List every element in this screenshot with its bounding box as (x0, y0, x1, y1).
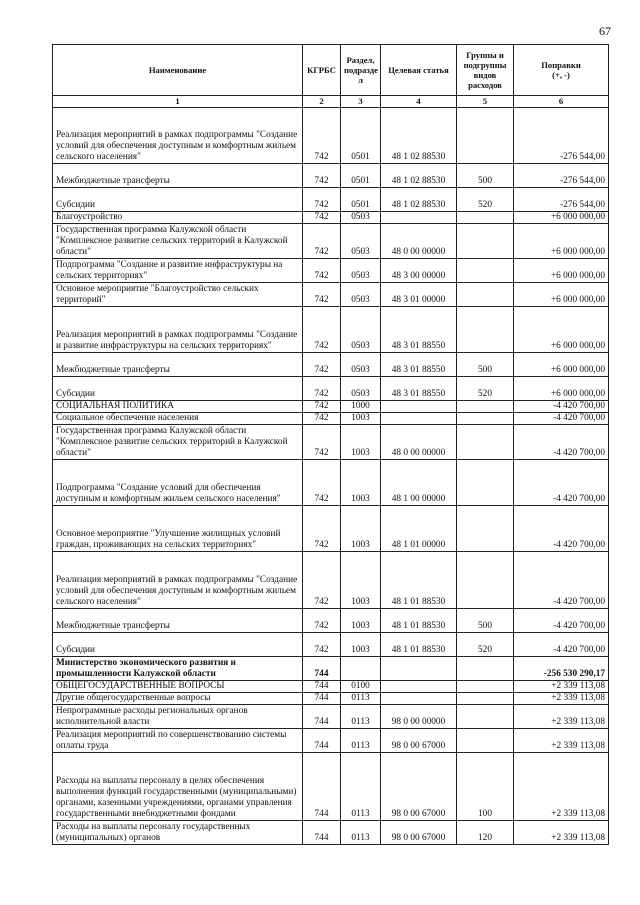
row-group: 520 (457, 188, 514, 212)
row-name: Министерство экономического развития и промышленности Калужской области (53, 657, 303, 681)
row-kgrbs: 742 (303, 224, 341, 259)
table-row (53, 460, 609, 506)
row-section: 1003 (341, 552, 381, 609)
row-name: Благоустройство (53, 212, 303, 224)
table-row (53, 609, 609, 633)
row-group (457, 259, 514, 283)
table-row (53, 188, 609, 212)
table-row (53, 681, 609, 693)
row-amount: -4 420 700,00 (514, 401, 609, 413)
row-article: 48 3 01 88550 (381, 377, 457, 401)
header-article: Целевая статья (381, 45, 457, 96)
row-section: 1000 (341, 401, 381, 413)
row-article (381, 657, 457, 681)
row-section: 0503 (341, 377, 381, 401)
row-name: Государственная программа Калужской области "Комплексное развитие сельских территорий в Калужской области" (53, 224, 303, 259)
row-kgrbs: 744 (303, 705, 341, 729)
row-group (457, 413, 514, 425)
table-body (53, 108, 609, 845)
row-kgrbs: 742 (303, 164, 341, 188)
row-name: Реализация мероприятий в рамках подпрограммы "Создание и развитие инфраструктуры на сельских территориях" (53, 307, 303, 353)
table-row (53, 212, 609, 224)
table-row (53, 821, 609, 845)
row-name: Социальное обеспечение населения (53, 413, 303, 425)
row-section: 1003 (341, 460, 381, 506)
row-name: Другие общегосударственные вопросы (53, 693, 303, 705)
row-name: Основное мероприятие "Улучшение жилищных условий граждан, проживающих на сельских территориях" (53, 506, 303, 552)
row-kgrbs: 742 (303, 633, 341, 657)
row-name: ОБЩЕГОСУДАРСТВЕННЫЕ ВОПРОСЫ (53, 681, 303, 693)
col-number: 1 (53, 96, 303, 108)
row-amount: +6 000 000,00 (514, 307, 609, 353)
budget-table (52, 44, 609, 845)
row-group (457, 401, 514, 413)
row-kgrbs: 742 (303, 460, 341, 506)
row-amount: -4 420 700,00 (514, 425, 609, 460)
column-numbers-row (53, 96, 609, 108)
row-group: 500 (457, 353, 514, 377)
row-kgrbs: 742 (303, 353, 341, 377)
row-section: 0501 (341, 108, 381, 164)
row-amount: -276 544,00 (514, 108, 609, 164)
table-row (53, 705, 609, 729)
row-section: 0100 (341, 681, 381, 693)
row-name: Субсидии (53, 633, 303, 657)
row-name: Межбюджетные трансферты (53, 353, 303, 377)
header-group: Группы и подгруппы видов расходов (457, 45, 514, 96)
header-section: Раздел, подразде л (341, 45, 381, 96)
row-amount: +6 000 000,00 (514, 212, 609, 224)
row-article: 48 1 01 88530 (381, 552, 457, 609)
table-row (53, 283, 609, 307)
row-name: Реализация мероприятий по совершенствованию системы оплаты труда (53, 729, 303, 753)
row-amount: +2 339 113,08 (514, 821, 609, 845)
row-kgrbs: 742 (303, 506, 341, 552)
row-name: Подпрограмма "Создание условий для обеспечения доступным и комфортным жильем сельского населения" (53, 460, 303, 506)
row-amount: +2 339 113,08 (514, 705, 609, 729)
table-row (53, 108, 609, 164)
row-section: 1003 (341, 609, 381, 633)
row-article: 48 1 02 88530 (381, 188, 457, 212)
table-row (53, 693, 609, 705)
row-name: Подпрограмма "Создание и развитие инфраструктуры на сельских территориях" (53, 259, 303, 283)
row-group (457, 283, 514, 307)
header-name: Наименование (53, 45, 303, 96)
row-article (381, 681, 457, 693)
col-number: 2 (303, 96, 341, 108)
row-group (457, 705, 514, 729)
row-name: Межбюджетные трансферты (53, 609, 303, 633)
row-article: 48 1 01 88530 (381, 609, 457, 633)
row-amount: -276 544,00 (514, 164, 609, 188)
row-amount: -4 420 700,00 (514, 460, 609, 506)
row-group: 500 (457, 609, 514, 633)
row-group: 520 (457, 633, 514, 657)
row-group (457, 307, 514, 353)
row-section: 0501 (341, 164, 381, 188)
row-article (381, 212, 457, 224)
row-article: 98 0 00 67000 (381, 821, 457, 845)
row-kgrbs: 742 (303, 413, 341, 425)
row-article: 48 1 01 00000 (381, 506, 457, 552)
row-article: 48 3 01 88550 (381, 353, 457, 377)
row-section (341, 657, 381, 681)
row-amount: -4 420 700,00 (514, 552, 609, 609)
page-number: 67 (599, 24, 611, 38)
table-row (53, 552, 609, 609)
row-section: 0503 (341, 353, 381, 377)
row-group: 520 (457, 377, 514, 401)
row-article (381, 413, 457, 425)
row-amount: +2 339 113,08 (514, 693, 609, 705)
row-article: 98 0 00 67000 (381, 729, 457, 753)
row-section: 1003 (341, 413, 381, 425)
row-group (457, 212, 514, 224)
row-section: 1003 (341, 633, 381, 657)
row-kgrbs: 742 (303, 401, 341, 413)
row-group (457, 108, 514, 164)
row-amount: -4 420 700,00 (514, 633, 609, 657)
row-kgrbs: 742 (303, 188, 341, 212)
row-group: 500 (457, 164, 514, 188)
header-kgrbs: КГРБС (303, 45, 341, 96)
row-article: 48 3 01 00000 (381, 283, 457, 307)
row-amount: +6 000 000,00 (514, 224, 609, 259)
row-section: 0503 (341, 212, 381, 224)
row-amount: +2 339 113,08 (514, 729, 609, 753)
table-row (53, 164, 609, 188)
row-amount: +6 000 000,00 (514, 283, 609, 307)
row-amount: +2 339 113,08 (514, 753, 609, 821)
row-kgrbs: 742 (303, 425, 341, 460)
row-kgrbs: 744 (303, 693, 341, 705)
row-amount: +6 000 000,00 (514, 259, 609, 283)
row-name: Реализация мероприятий в рамках подпрограммы "Создание условий для обеспечения доступным и комфортным жильем сельского населения" (53, 108, 303, 164)
row-section: 0113 (341, 753, 381, 821)
row-name: Субсидии (53, 377, 303, 401)
table-row (53, 506, 609, 552)
row-article: 48 0 00 00000 (381, 425, 457, 460)
table-row (53, 377, 609, 401)
row-group: 120 (457, 821, 514, 845)
table-row (53, 353, 609, 377)
table-row (53, 753, 609, 821)
row-kgrbs: 742 (303, 552, 341, 609)
row-article: 48 1 02 88530 (381, 164, 457, 188)
row-section: 0113 (341, 693, 381, 705)
row-name: Расходы на выплаты персоналу в целях обеспечения выполнения функций государственными (муниципальными) органами, казенными учреждениями, органами управления государственными внебюджетными фондами (53, 753, 303, 821)
row-kgrbs: 742 (303, 377, 341, 401)
row-section: 0113 (341, 705, 381, 729)
row-kgrbs: 742 (303, 283, 341, 307)
table-row (53, 425, 609, 460)
row-name: Непрограммные расходы региональных органов исполнительной власти (53, 705, 303, 729)
row-article: 48 1 02 88530 (381, 108, 457, 164)
row-amount: -256 530 290,17 (514, 657, 609, 681)
row-kgrbs: 742 (303, 307, 341, 353)
row-amount: +2 339 113,08 (514, 681, 609, 693)
row-kgrbs: 744 (303, 681, 341, 693)
header-row (53, 45, 609, 96)
row-article: 48 3 01 88550 (381, 307, 457, 353)
row-name: Расходы на выплаты персоналу государственных (муниципальных) органов (53, 821, 303, 845)
table-row (53, 259, 609, 283)
row-kgrbs: 744 (303, 657, 341, 681)
row-section: 0503 (341, 259, 381, 283)
table-row (53, 401, 609, 413)
table-row (53, 633, 609, 657)
table-row (53, 307, 609, 353)
table-row (53, 657, 609, 681)
row-kgrbs: 744 (303, 753, 341, 821)
row-section: 1003 (341, 425, 381, 460)
row-name: Государственная программа Калужской области "Комплексное развитие сельских территорий в Калужской области" (53, 425, 303, 460)
row-group (457, 552, 514, 609)
col-number: 6 (514, 96, 609, 108)
row-group: 100 (457, 753, 514, 821)
row-name: Межбюджетные трансферты (53, 164, 303, 188)
row-kgrbs: 742 (303, 212, 341, 224)
row-section: 0503 (341, 224, 381, 259)
row-article: 98 0 00 00000 (381, 705, 457, 729)
row-article: 48 0 00 00000 (381, 224, 457, 259)
header-amount: Поправки (+, -) (514, 45, 609, 96)
row-group (457, 506, 514, 552)
row-group (457, 657, 514, 681)
row-name: Основное мероприятие "Благоустройство сельских территорий" (53, 283, 303, 307)
row-section: 0503 (341, 283, 381, 307)
col-number: 3 (341, 96, 381, 108)
row-article: 48 1 01 88530 (381, 633, 457, 657)
table-row (53, 224, 609, 259)
row-name: Реализация мероприятий в рамках подпрограммы "Создание условий для обеспечения доступным и комфортным жильем сельского населения" (53, 552, 303, 609)
row-group (457, 681, 514, 693)
col-number: 5 (457, 96, 514, 108)
row-name: СОЦИАЛЬНАЯ ПОЛИТИКА (53, 401, 303, 413)
row-kgrbs: 742 (303, 609, 341, 633)
row-group (457, 729, 514, 753)
row-kgrbs: 742 (303, 259, 341, 283)
row-amount: -4 420 700,00 (514, 413, 609, 425)
row-kgrbs: 742 (303, 108, 341, 164)
row-group (457, 460, 514, 506)
row-article: 48 3 00 00000 (381, 259, 457, 283)
row-name: Субсидии (53, 188, 303, 212)
row-section: 0113 (341, 729, 381, 753)
row-group (457, 425, 514, 460)
row-amount: +6 000 000,00 (514, 377, 609, 401)
row-section: 0503 (341, 307, 381, 353)
row-section: 0113 (341, 821, 381, 845)
table-row (53, 729, 609, 753)
row-amount: -4 420 700,00 (514, 609, 609, 633)
row-section: 1003 (341, 506, 381, 552)
row-article: 48 1 00 00000 (381, 460, 457, 506)
row-article (381, 401, 457, 413)
row-kgrbs: 744 (303, 821, 341, 845)
row-amount: +6 000 000,00 (514, 353, 609, 377)
table-row (53, 413, 609, 425)
row-article (381, 693, 457, 705)
row-kgrbs: 744 (303, 729, 341, 753)
row-group (457, 224, 514, 259)
row-amount: -276 544,00 (514, 188, 609, 212)
row-group (457, 693, 514, 705)
col-number: 4 (381, 96, 457, 108)
row-amount: -4 420 700,00 (514, 506, 609, 552)
row-article: 98 0 00 67000 (381, 753, 457, 821)
row-section: 0501 (341, 188, 381, 212)
